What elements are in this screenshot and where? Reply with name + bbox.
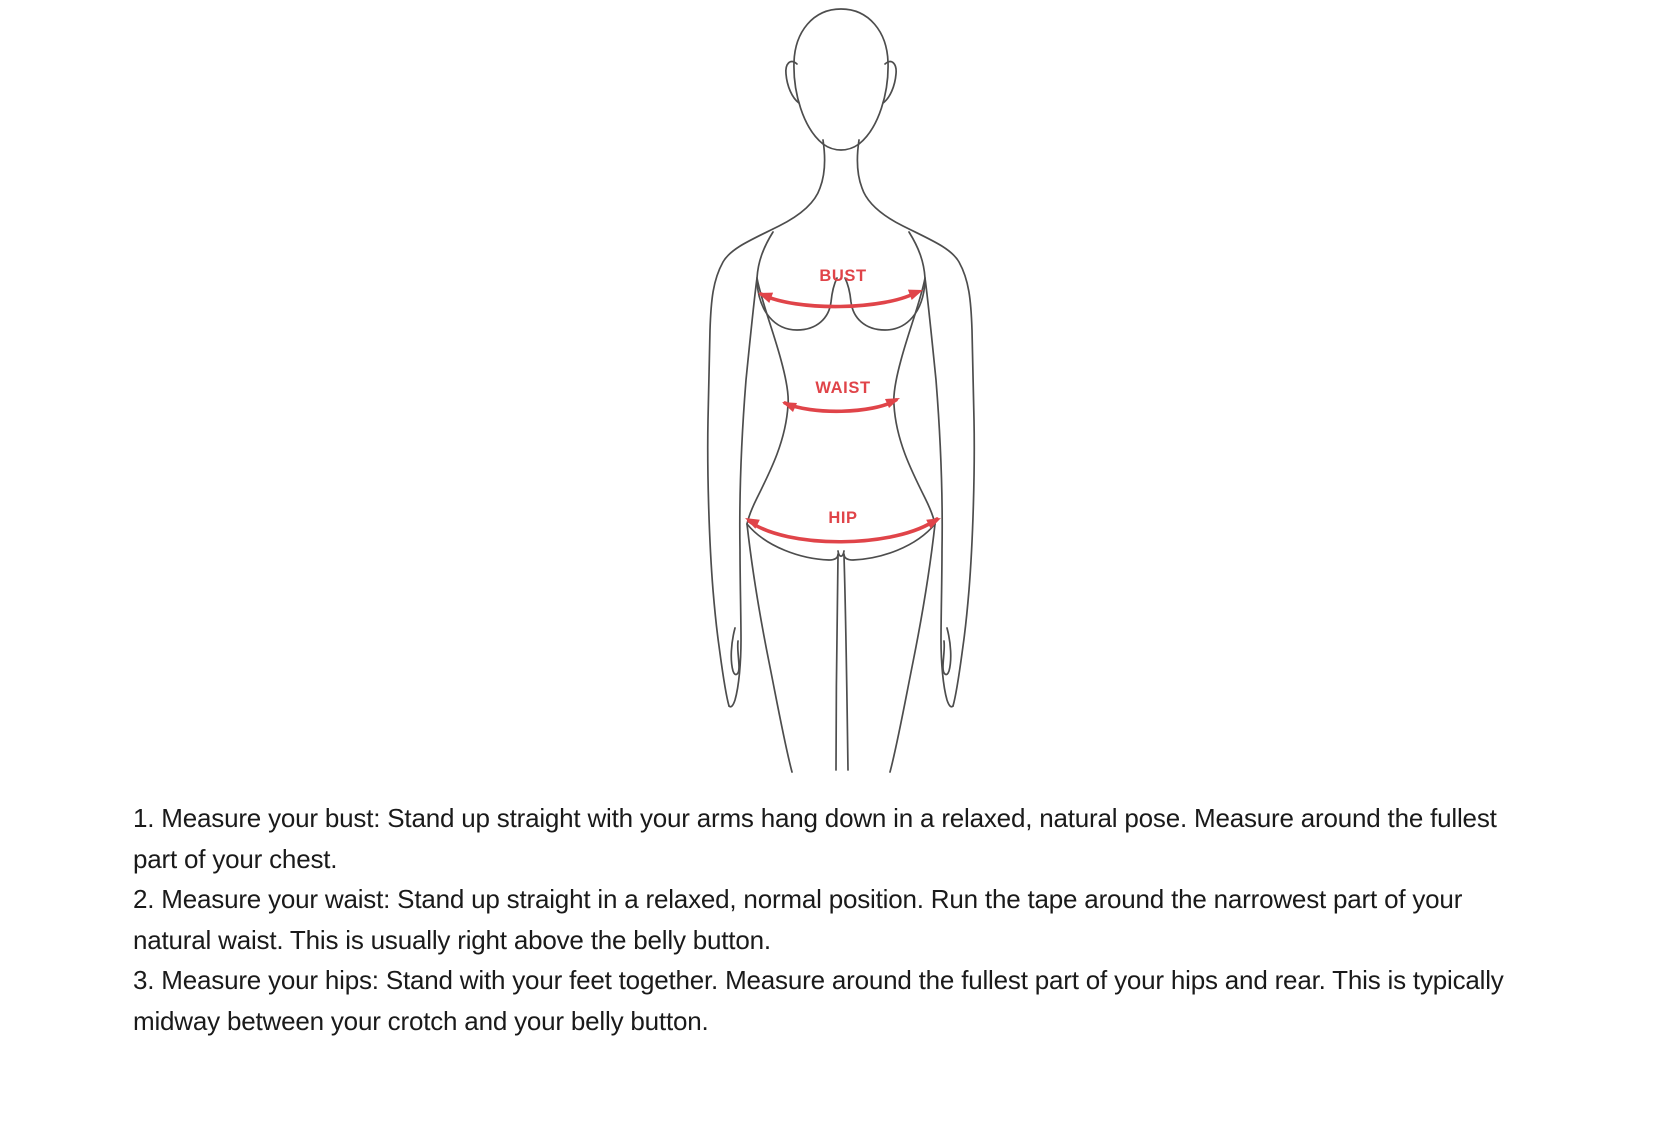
instruction-line: 3. Measure your hips: Stand with your feet together. Measure around the fullest part of your hips and rear. This is typically [133, 965, 1504, 995]
instruction-line: midway between your crotch and your belly button. [133, 1005, 709, 1036]
instruction-line: 1. Measure your bust: Stand up straight with your arms hang down in a relaxed, natural pose. Measure around the fullest [133, 803, 1497, 833]
waist-measure-line [785, 400, 896, 411]
body-figure-illustration [651, 0, 1011, 780]
measurement-arrows [749, 292, 937, 542]
right-inner-leg [844, 556, 848, 770]
left-outer-thigh [747, 524, 792, 772]
waist-arrowhead-left [782, 402, 797, 412]
left-inner-arm [729, 232, 773, 707]
bust-label: BUST [819, 267, 867, 285]
instruction-item-hips [133, 960, 1593, 1041]
right-inner-arm [909, 232, 953, 707]
instruction-item-waist [133, 879, 1593, 960]
instruction-line: natural waist. This is usually right above the belly button. [133, 924, 771, 955]
bust-measure-line [761, 292, 917, 307]
waist-arrowhead-right [885, 398, 900, 408]
head-outline [794, 9, 888, 150]
instruction-line: 2. Measure your waist: Stand up straight in a relaxed, normal position. Run the tape around the narrowest part of your [133, 884, 1463, 914]
left-inner-leg [836, 556, 838, 770]
right-hand-thumb [943, 628, 951, 674]
left-neck-shoulder-arm [708, 140, 825, 706]
measurement-diagram [651, 0, 1011, 780]
waist-label: WAIST [815, 379, 871, 397]
instruction-item-bust [133, 798, 1593, 879]
hip-label: HIP [828, 509, 858, 527]
hip-arrowhead-right [926, 518, 941, 529]
right-neck-shoulder-arm [857, 140, 974, 706]
right-outer-thigh [890, 524, 935, 772]
measuring-instructions [133, 798, 1593, 1041]
instruction-line: part of your chest. [133, 843, 338, 874]
crotch-arc [838, 551, 844, 556]
left-hand-thumb [731, 628, 739, 674]
